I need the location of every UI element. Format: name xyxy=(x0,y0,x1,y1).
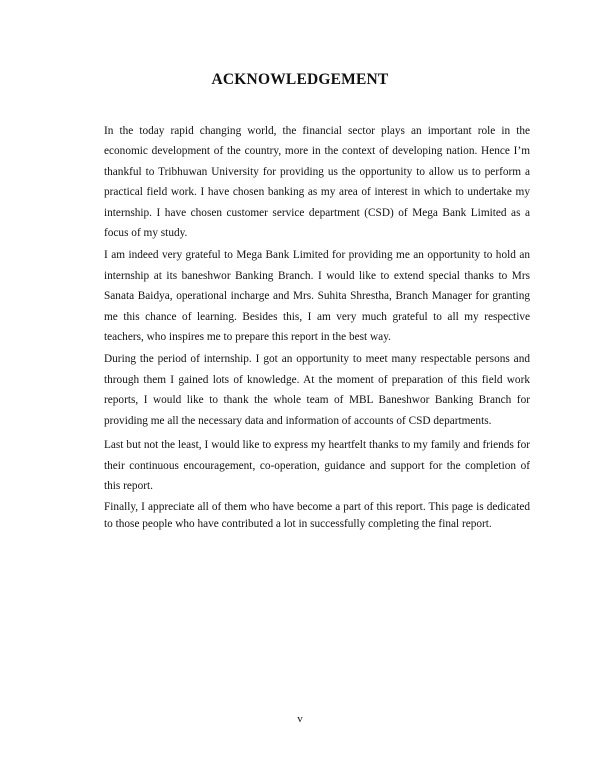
paragraph-internship: During the period of internship. I got an opportunity to meet many respectable persons and through them I gained lots of knowledge. At the moment of preparation of this field work reports, I would like to thank the whole team of MBL Baneshwor Banking Branch for providing me all the necessary data and information of accounts of CSD departments. xyxy=(104,353,530,427)
paragraph-intro: In the today rapid changing world, the financial sector plays an important role in the economic development of the country, more in the context of developing nation. Hence I’m thankful to Tribhuwan University for providing us the opportunity to allow us to perform a practical field work. I have chosen banking as my area of interest in which to undertake my internship. I have chosen customer service department (CSD) of Mega Bank Limited as a focus of my study. xyxy=(104,125,530,240)
page-title: ACKNOWLEDGEMENT xyxy=(211,71,389,88)
paragraph-family: Last but not the least, I would like to express my heartfelt thanks to my family and friends for their continuous encouragement, co-operation, guidance and support for the completion of this report. xyxy=(104,439,530,492)
paragraph-closing: Finally, I appreciate all of them who have become a part of this report. This page is dedicated to those people who have contributed a lot in successfully completing the final report. xyxy=(104,501,530,530)
paragraph-gratitude-bank: I am indeed very grateful to Mega Bank Limited for providing me an opportunity to hold an internship at its baneshwor Banking Branch. I would like to extend special thanks to Mrs Sanata Baidya, operational incharge and Mrs. Suhita Shrestha, Branch Manager for granting me this chance of learning. Besides this, I am very much grateful to all my respective teachers, who inspires me to prepare this report in the best way. xyxy=(104,249,530,344)
page-number: v xyxy=(297,713,303,725)
acknowledgement-body xyxy=(104,121,530,532)
